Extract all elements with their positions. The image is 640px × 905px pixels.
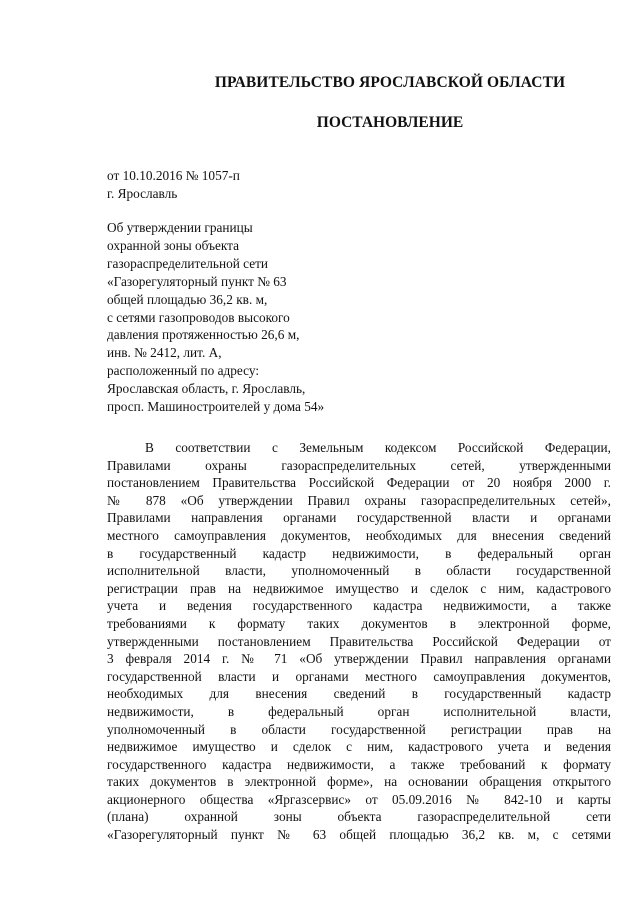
city: г. Ярославль bbox=[107, 185, 178, 201]
body-paragraph bbox=[107, 439, 611, 844]
organization-title: ПРАВИТЕЛЬСТВО ЯРОСЛАВСКОЙ ОБЛАСТИ bbox=[214, 74, 566, 91]
body-line: местного самоуправления документов, необходимых для внесения сведений bbox=[107, 527, 611, 543]
body-line: необходимых для внесения сведений в государственный кадастр bbox=[107, 686, 611, 702]
subject-line: общей площадью 36,2 кв. м, bbox=[107, 291, 268, 307]
subject-line: «Газорегуляторный пункт № 63 bbox=[107, 273, 287, 289]
document-meta bbox=[107, 167, 240, 202]
subject-line: Об утверждении границы bbox=[107, 220, 253, 235]
subject-line: инв. № 2412, лит. А, bbox=[107, 345, 222, 361]
body-line: (плана) охранной зоны объекта газораспределительной сети bbox=[107, 809, 611, 825]
body-line: недвижимое имущество и сделок с ним, кадастрового учета и ведения bbox=[107, 739, 611, 755]
body-line: регистрации прав на недвижимое имущество и сделок с ним, кадастрового bbox=[107, 580, 611, 596]
subject-line: давления протяженностью 26,6 м, bbox=[107, 327, 300, 343]
subject-line: просп. Машиностроителей у дома 54» bbox=[107, 399, 325, 415]
body-line: требованиями к формату таких документов в электронной форме, bbox=[107, 615, 611, 631]
body-line: Правилами направления органами государственной власти и органами bbox=[107, 510, 611, 526]
body-line: В соответствии с Земельным кодексом Российской Федерации, bbox=[145, 440, 611, 455]
body-line: государственной власти и органами местного самоуправления документов, bbox=[107, 668, 611, 684]
body-line: недвижимости, в федеральный орган исполнительной власти, bbox=[107, 703, 611, 719]
subject-line: охранной зоны объекта bbox=[107, 237, 240, 253]
body-line: 3 февраля 2014 г. № 71 «Об утверждении Правил направления органами bbox=[107, 651, 611, 667]
body-line: «Газорегуляторный пункт № 63 общей площадью 36,2 кв. м, с сетями bbox=[107, 827, 611, 843]
body-line: акционерного общества «Яргазсервис» от 05.09.2016 № 842-10 и карты bbox=[107, 791, 611, 807]
body-line: исполнительной власти, уполномоченный в области государственной bbox=[107, 563, 611, 579]
subject-line: расположенный по адресу: bbox=[107, 363, 260, 379]
body-line: Правилами охраны газораспределительных сетей, утвержденными bbox=[107, 457, 611, 473]
body-line: № 878 «Об утверждении Правил охраны газораспределительных сетей», bbox=[107, 492, 611, 508]
body-line: государственного кадастра недвижимости, а также требований к формату bbox=[107, 756, 611, 772]
document-subject bbox=[107, 219, 324, 416]
body-line: учета и ведения государственного кадастра недвижимости, а также bbox=[107, 598, 611, 614]
body-line: таких документов в электронной форме», на основании обращения открытого bbox=[107, 774, 611, 790]
body-line: постановлением Правительства Российской Федерации от 20 ноября 2000 г. bbox=[107, 475, 611, 491]
subject-line: Ярославская область, г. Ярославль, bbox=[107, 381, 306, 397]
subject-line: газораспределительной сети bbox=[107, 255, 269, 271]
body-line: уполномоченный в области государственной регистрации прав на bbox=[107, 721, 611, 737]
subject-line: с сетями газопроводов высокого bbox=[107, 309, 290, 325]
body-line: в государственный кадастр недвижимости, в федеральный орган bbox=[107, 545, 611, 561]
document-type-title: ПОСТАНОВЛЕНИЕ bbox=[316, 114, 464, 131]
body-line: утвержденными постановлением Правительства Российской Федерации от bbox=[107, 633, 611, 649]
date-number: от 10.10.2016 № 1057-п bbox=[107, 168, 240, 183]
